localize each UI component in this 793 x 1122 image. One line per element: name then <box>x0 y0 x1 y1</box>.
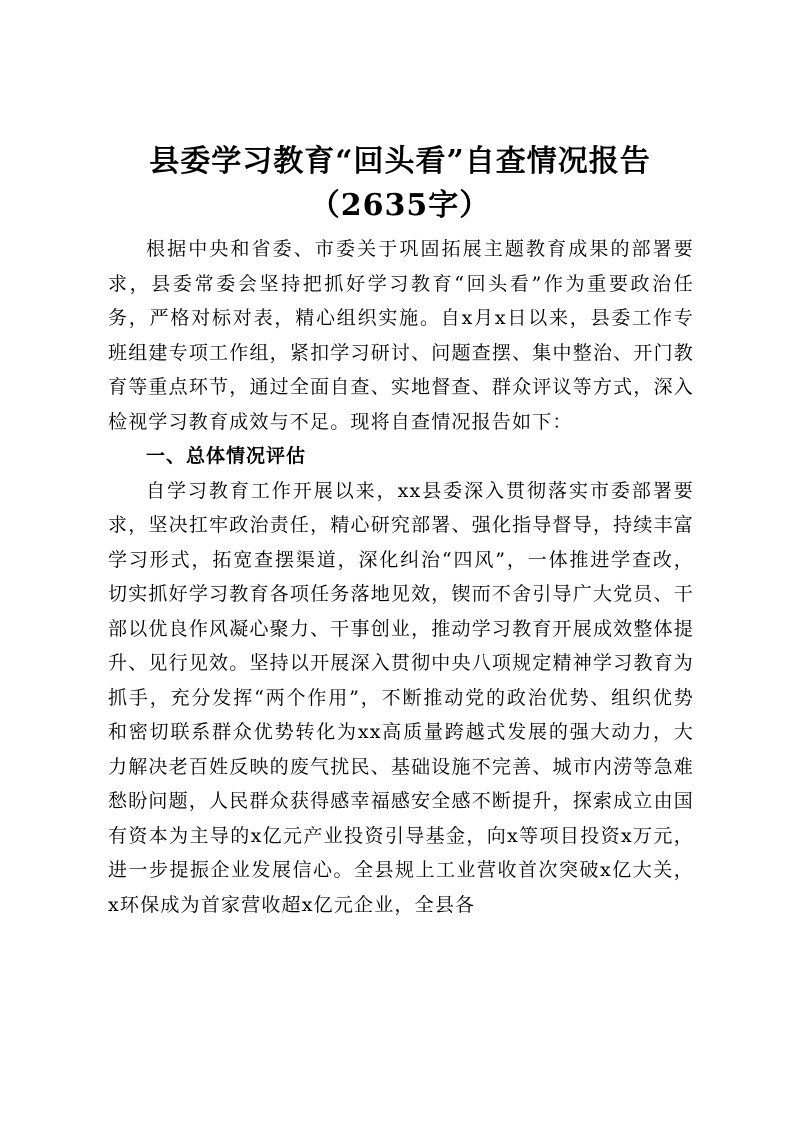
document-body <box>108 232 694 922</box>
intro-paragraph: 根据中央和省委、市委关于巩固拓展主题教育成果的部署要求，县委常委会坚持把抓好学习教育“回头看”作为重要政治任务，严格对标对表，精心组织实施。自x月x日以来，县委工作专班组建专项工作组，紧扣学习研讨、问题查摆、集中整治、开门教育等重点环节，通过全面自查、实地督查、群众评议等方式，深入检视学习教育成效与不足。现将自查情况报告如下： <box>108 238 694 433</box>
section-heading: 一、总体情况评估 <box>146 445 307 467</box>
section-paragraph: 自学习教育工作开展以来，xx县委深入贯彻落实市委部署要求，坚决扛牢政治责任，精心研究部署、强化指导督导，持续丰富学习形式，拓宽查摆渠道，深化纠治“四风”，一体推进学查改，切实抓好学习教育各项任务落地见效，锲而不舍引导广大党员、干部以优良作风凝心聚力、干事创业，推动学习教育开展成效整体提升、见行见效。坚持以开展深入贯彻中央八项规定精神学习教育为抓手，充分发挥“两个作用”，不断推动党的政治优势、组织优势和密切联系群众优势转化为xx高质量跨越式发展的强大动力，大力解决老百姓反映的废气扰民、基础设施不完善、城市内涝等急难愁盼问题，人民群众获得感幸福感安全感不断提升，探索成立由国有资本为主导的x亿元产业投资引导基金，向x等项目投资x万元，进一步提振企业发展信心。全县规上工业营收首次突破x亿大关，x环保成为首家营收超x亿元企业，全县各 <box>108 479 694 916</box>
document-title: 县委学习教育“回头看”自查情况报告（2635字） <box>149 144 651 223</box>
